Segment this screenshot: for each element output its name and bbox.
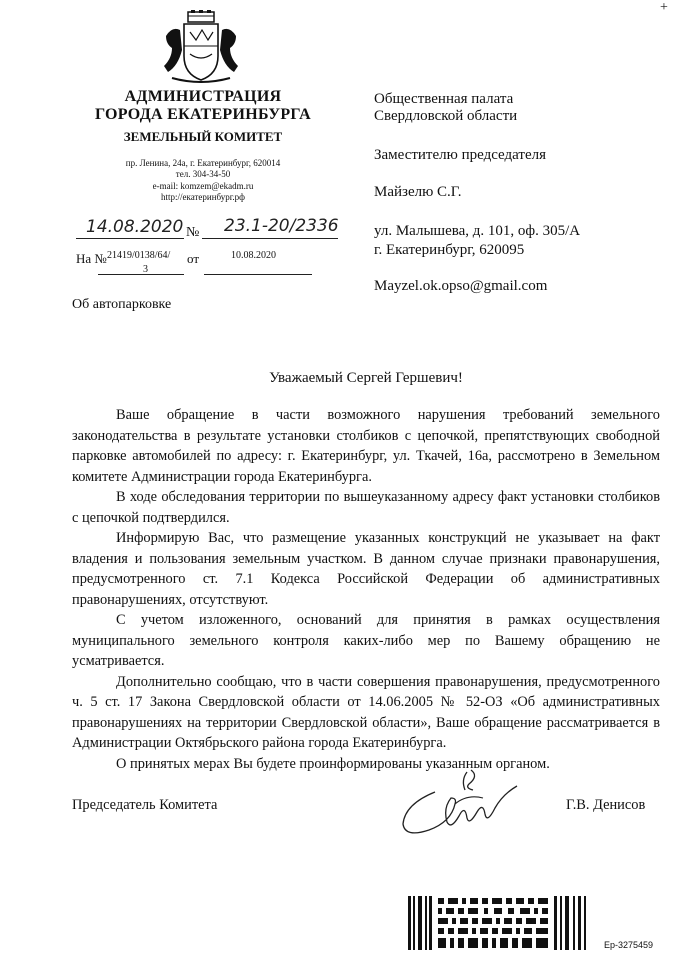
reply-label: На № [76,251,107,266]
reply-number: 21419/0138/64/ [107,250,171,261]
handwritten-signature [395,764,525,844]
sender-address: пр. Ленина, 24а, г. Екатеринбург, 620014 [125,158,281,168]
reply-number-cont: 3 [143,264,148,275]
registration-date: 14.08.2020 [86,217,184,237]
recipient-street: ул. Малышева, д. 101, оф. 305/А [374,223,581,239]
recipient-email: Mayzel.ok.opso@gmail.com [374,278,548,294]
paragraph-4: С учетом изложенного, оснований для принятия в рамках осуществления муниципального земельного контроля каких-либо мер по Вашему обращению не усматривается. [72,612,660,669]
sender-line2: ГОРОДА ЕКАТЕРИНБУРГА [94,106,312,123]
recipient-org-line1: Общественная палата [374,91,514,107]
greeting: Уважаемый Сергей Гершевич! [269,370,463,386]
paragraph-6: О принятых мерах Вы будете проинформированы указанным органом. [116,755,550,772]
subject: Об автопарковке [72,297,172,312]
sender-phone: тел. 304-34-50 [175,169,231,179]
registration-number-label: № [186,225,200,240]
paragraph-5: Дополнительно сообщаю, что в части совершения правонарушения, предусмотренного ч. 5 ст. 17 Закона Свердловской области от 14.06.2005 № 52-ОЗ «Об административных правонарушениях на территории Свердловской области», Ваше обращение рассматривается в Администрации Октябрьского района города Екатеринбурга. [72,673,660,751]
recipient-city: г. Екатеринбург, 620095 [374,242,525,258]
recipient-position: Заместителю председателя [374,147,547,163]
coat-of-arms-icon [158,10,244,86]
sender-email: e-mail: komzem@ekadm.ru [152,181,254,191]
paragraph-1: Ваше обращение в части возможного нарушения требований земельного законодательства в результате установки столбиков с цепочкой, препятствующих свободной парковке автомобилей по адресу: г. Екатеринбург, ул. Ткачей, 16а, рассмотрено в Земельном комитете Администрации города Екатеринбурга. [72,407,660,485]
recipient-name: Майзелю С.Г. [374,184,462,200]
paragraph-2: В ходе обследования территории по вышеуказанному адресу факт установки столбиков с цепочкой подтвердился. [72,489,660,526]
reply-date: 10.08.2020 [231,250,276,261]
barcode-icon [408,896,588,950]
recipient-org-line2: Свердловской области [374,108,518,124]
signatory-position: Председатель Комитета [72,797,218,813]
letter-body [72,405,660,774]
registration-number: 23.1-20/2336 [224,216,339,236]
sender-website: http://екатеринбург.рф [160,192,246,202]
sender-line1: АДМИНИСТРАЦИЯ [124,88,282,105]
reply-from-label: от [187,251,200,266]
document-number: Ер-3275459 [604,940,654,950]
sender-department: ЗЕМЕЛЬНЫЙ КОМИТЕТ [123,129,283,144]
paragraph-3: Информирую Вас, что размещение указанных конструкций не указывает на факт владения и пользования земельным участком. В данном случае признаки правонарушения, предусмотренного ст. 7.1 Кодекса Российской Федерации об административных правонарушениях, отсутствуют. [72,530,660,608]
top-mark: + [660,0,668,15]
signatory-name: Г.В. Денисов [566,797,646,813]
